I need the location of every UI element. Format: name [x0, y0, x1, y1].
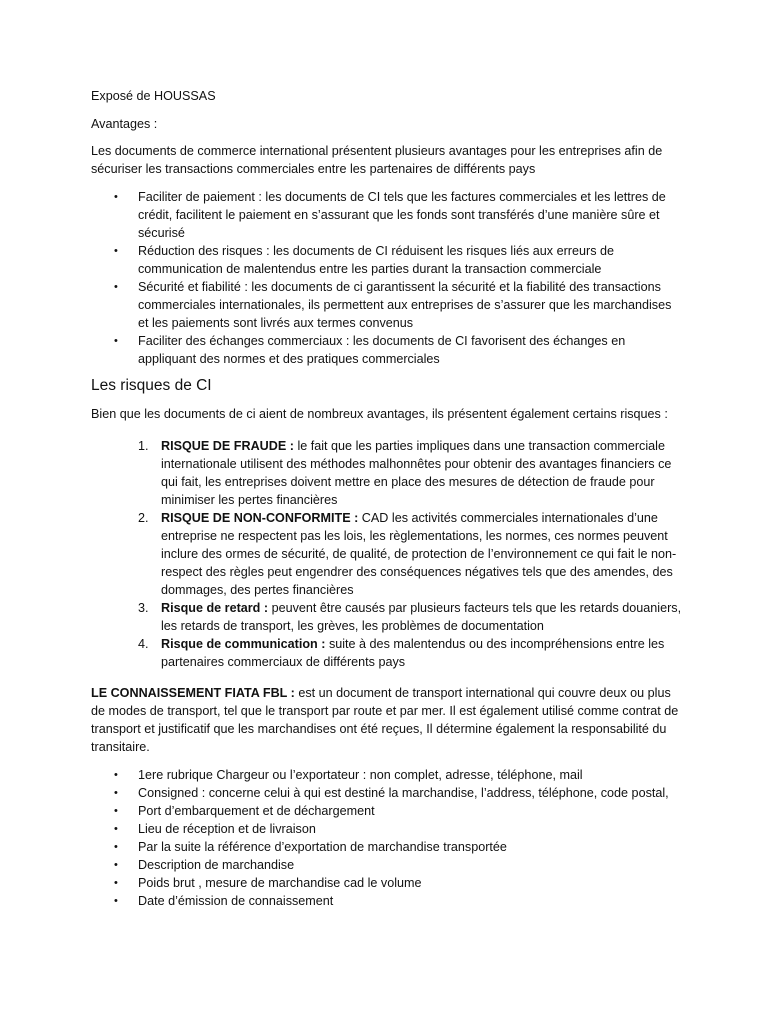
bullet-icon: •: [114, 895, 118, 907]
risk-label: Risque de communication :: [161, 637, 326, 651]
list-item: • Réduction des risques : les documents de CI réduisent les risques liés aux erreurs de communication de malentendus entre les parties durant la transaction commerciale: [114, 244, 615, 276]
list-item: 1. RISQUE DE FRAUDE : le fait que les parties impliques dans une transaction commerciale internationale utilisent des méthodes malhonnêtes pour obtenir des avantages financiers ce qui fait, les entreprises doivent mettre en place des mesures de détection de fraude pour minimiser les pertes financières: [138, 439, 672, 507]
advantages-label: Avantages :: [91, 117, 158, 131]
bullet-icon: •: [114, 805, 118, 817]
list-item: • Date d’émission de connaissement: [114, 894, 334, 908]
list-item: • Port d’embarquement et de déchargement: [114, 804, 375, 818]
risk-label: RISQUE DE FRAUDE :: [161, 439, 294, 453]
bullet-icon: •: [114, 787, 118, 799]
list-item: 3. Risque de retard : peuvent être causés par plusieurs facteurs tels que les retards douaniers, les retards de transport, les grèves, les problèmes de documentation: [138, 601, 682, 633]
bullet-icon: •: [114, 769, 118, 781]
list-item: • Lieu de réception et de livraison: [114, 822, 316, 836]
risk-label: Risque de retard :: [161, 601, 269, 615]
list-item: 4. Risque de communication : suite à des malentendus ou des incompréhensions entre les partenaires commerciaux de différents pays: [138, 637, 665, 669]
risks-heading: Les risques de CI: [91, 377, 212, 394]
list-item: • 1ere rubrique Chargeur ou l’exportateur : non complet, adresse, téléphone, mail: [114, 768, 583, 782]
item-number: 3.: [138, 601, 149, 615]
bullet-icon: •: [114, 281, 118, 293]
item-number: 4.: [138, 637, 149, 651]
item-number: 2.: [138, 511, 149, 525]
risks-intro: Bien que les documents de ci aient de nombreux avantages, ils présentent également certains risques :: [91, 407, 668, 421]
list-item: • Poids brut , mesure de marchandise cad le volume: [114, 876, 422, 890]
bullet-icon: •: [114, 245, 118, 257]
list-item: • Consigned : concerne celui à qui est destiné la marchandise, l’address, téléphone, code postal,: [114, 786, 669, 800]
list-item: • Faciliter de paiement : les documents de CI tels que les factures commerciales et les lettres de crédit, facilitent le paiement en s’assurant que les fonds sont transférés d’une manière sûre et sécurisé: [114, 190, 666, 240]
list-item: • Description de marchandise: [114, 858, 295, 872]
advantages-intro: Les documents de commerce international présentent plusieurs avantages pour les entreprises afin de sécuriser les transactions commerciales entre les partenaires de différents pays: [91, 144, 663, 176]
risks-list: [91, 437, 683, 671]
fiata-list: [91, 766, 683, 910]
fiata-paragraph: LE CONNAISSEMENT FIATA FBL : est un document de transport international qui couvre deux ou plus de modes de transport, tel que le transport par route et par mer. Il est également utilisé comme contrat de transport et justificatif que les marchandises ont été reçues, Il détermine également la responsabilité du transitaire.: [91, 686, 679, 754]
item-number: 1.: [138, 439, 149, 453]
risk-label: RISQUE DE NON-CONFORMITE :: [161, 511, 359, 525]
bullet-icon: •: [114, 859, 118, 871]
list-item: • Par la suite la référence d’exportation de marchandise transportée: [114, 840, 507, 854]
list-item: 2. RISQUE DE NON-CONFORMITE : CAD les activités commerciales internationales d’une entreprise ne respectent pas les lois, les règlementations, les normes, ces normes peuvent inclure des ormes de sécurité, de qualité, de protection de l’environnement ce qui fait le non-respect des règles peut engendrer des conséquences négatives tels que des amendes, des dommages, des pertes financières: [138, 511, 677, 597]
fiata-label: LE CONNAISSEMENT FIATA FBL :: [91, 686, 295, 700]
document-title: Exposé de HOUSSAS: [91, 89, 216, 103]
bullet-icon: •: [114, 335, 118, 347]
document-body: [91, 87, 683, 916]
bullet-icon: •: [114, 191, 118, 203]
bullet-icon: •: [114, 841, 118, 853]
bullet-icon: •: [114, 877, 118, 889]
bullet-icon: •: [114, 823, 118, 835]
list-item: • Sécurité et fiabilité : les documents de ci garantissent la sécurité et la fiabilité des transactions commerciales internationales, ils permettent aux entreprises de s’assurer que les marchandises et les paiements sont livrés aux termes convenus: [114, 280, 672, 330]
advantages-list: [91, 188, 683, 368]
list-item: • Faciliter des échanges commerciaux : les documents de CI favorisent des échanges en appliquant des normes et des pratiques commerciales: [114, 334, 626, 366]
